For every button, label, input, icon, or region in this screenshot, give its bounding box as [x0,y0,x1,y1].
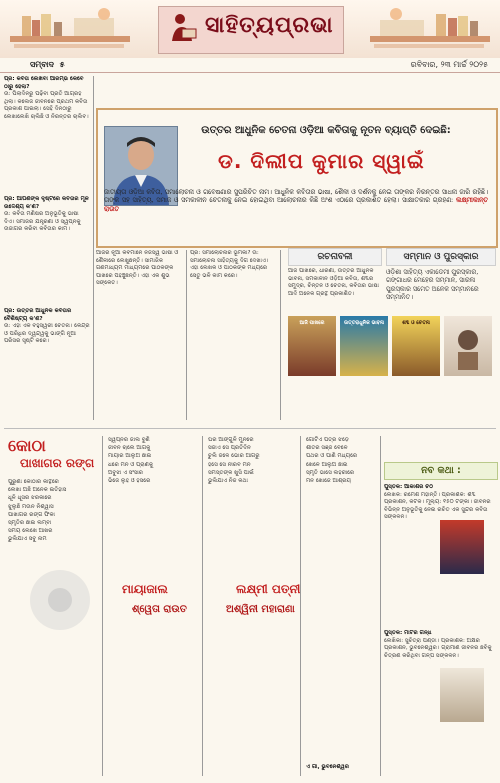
page-meta-row [0,58,500,73]
poem-line: ସ୍ମୃତି ଭାସେ ଲହରୀରେ [306,469,355,476]
poem-body [108,436,198,516]
poem-line: ମାୟାର ଆଲୁଅ ଛାଇ [108,453,152,460]
newbook-title: ପୁସ୍ତକ: ଆକାଶର ଚିଠି [384,484,434,490]
book-title: ଆଜି ପାଖରେ [299,320,325,326]
poem-line: ମନ ଖୋଜେ ଆଶ୍ରୟ [306,478,351,485]
qa-question: ପ୍ର: ଆପଣଙ୍କ ଦୃଷ୍ଟିରେ କବିତାର ମୂଳ ଉଦ୍ଦେଶ୍ୟ କ'ଣ? [4,196,89,210]
poem-title: ମାୟାଜାଲ [122,582,168,596]
book-cover [340,316,388,376]
masthead-title: ସାହିତ୍ୟପ୍ରଭା [205,13,334,38]
book-cover [288,316,336,376]
poem-title: ଲକ୍ଷ୍ମୀ ପତ୍ନୀ [236,582,301,596]
poem-subtitle: ପାଖାଗର ରଙ୍ଗ [20,456,95,470]
poem-line: ଧୂଳି ଧୂସର ଝରକାରେ [8,495,52,502]
qa-question: ପ୍ର: କବିତା ଲେଖିବା ଆରମ୍ଭ କେବେ ଠାରୁ ହେଲା? [4,76,84,90]
poem-line: ଘର ଆଙ୍ଗୁଳି ମୁନରେ [208,437,254,443]
poem-line: ଚୁଲି ଜଳେ ଭୋର ଆଗରୁ [208,453,260,460]
section-name: ସମ୍ବାଦ [30,60,54,69]
newbook-desc: ଲେଖିକା: ସୁଚିତ୍ରା ପଣ୍ଡା। ପ୍ରକାଶକ: ଅକ୍ଷର ପ୍ରକାଶନ, ଭୁବନେଶ୍ୱର। ଗ୍ରାମୀଣ ଜୀବନର ଛବିକୁ ଚିତ୍ରଣ କରିଥିବା ଗଳ୍ପ ସଙ୍କଳନ। [384,637,492,659]
works-text: ଆଜି ପାଖରେ, ଧାରଣା, ଉତ୍ତର ଆଧୁନିକ ଭାବନା, ସମକାଳୀନ ଓଡ଼ିଆ କବିତା, ଶବ୍ଦର ସମୁଦ୍ର, ଚିନ୍ତନ ଓ ଚେତନା, କବିତାର ଭାଷା ଆଦି ଅନେକ ଗ୍ରନ୍ଥ ପ୍ରକାଶିତ। [288,268,379,297]
book-cover [392,316,440,376]
book-title: ଉତ୍ତରାଧୁନିକ ଭାବନା [343,320,385,326]
awards-heading: ସମ୍ମାନ ଓ ପୁରସ୍କାର [386,248,496,266]
poem-body [8,478,98,768]
poem-line: ଲେଖା ଅଛି ଅନେକ ଇତିହାସ [8,487,67,494]
qa-answer: ଉ: କବିତା ମଣିଷର ଅନୁଭୂତିକୁ ଭାଷା ଦିଏ। ସମାଜର ଯନ୍ତ୍ରଣା ଓ ସ୍ୱପ୍ନକୁ ଉଜାଗର କରିବା କବିତାର କାମ। [4,211,81,233]
poem-line: ପଥର ଓ ପାଣି ମଧ୍ୟରେ [306,453,358,460]
qa-question: ପ୍ର: ଉତ୍ତର ଆଧୁନିକ କବିତାର ବୈଶିଷ୍ଟ୍ୟ କ'ଣ? [4,308,72,322]
poem-line: ପୁରୁଣା କୋଠାର କାନ୍ଥରେ [8,479,59,485]
poem-line: ଭୁଲିଯାଏ ସବୁ ନାମ [8,536,47,543]
masthead-banner [0,0,500,58]
poem-line: ହସେ ସେ ନୀରବ ମନ [208,461,251,468]
column-divider [280,250,281,420]
reading-person-icon [166,11,200,45]
poem-line: ସମୟ ଲେଖେ ଆଖର [8,528,53,535]
interviewer-name: ଲକ୍ଷ୍ମୀକାନ୍ତ ରାଉତ [104,196,488,213]
poem-line: ସଜାଏ ସେ ପ୍ରତିଦିନ [208,445,251,452]
poem-author: ଶ୍ୱେତା ରାଉତ [132,604,187,615]
poem-line: ସମସ୍ତଙ୍କ ଖୁସି ପାଇଁ [208,469,254,476]
newbook-desc: ଲେଖକ: ରମେଶ ମହାନ୍ତି। ପ୍ରକାଶକ: ଶବ୍ଦ ପ୍ରକାଶନ, କଟକ। ମୂଲ୍ୟ: ୧୫୦ ଟଙ୍କା। ଜୀବନର ବିଭିନ୍ନ ଅନୁଭୂତିକୁ ନେଇ ରଚିତ ଏକ ସୁନ୍ଦର କବିତା ସଙ୍କଳନ। [384,491,491,521]
issue-date: ରବିବାର, ୨୩ ମାର୍ଚ୍ଚ ୨୦୨୫ [410,60,488,69]
newbooks-heading: ନବ କଥା : [384,462,498,480]
feature-person-name: ଡ. ଦିଲୀପ କୁମାର ସ୍ୱାଇଁ [218,149,425,173]
poem-line: ସ୍ମୃତିର ଛାଇ ଲମ୍ବା [8,520,52,527]
book-cover [440,520,484,574]
poem-line: ଗୋଟିଏ ପତ୍ର ଝଡ଼େ [306,437,349,443]
book-title: ଶବ୍ଦ ଓ ଚେତନା [402,320,430,326]
poem-line: ସ୍ୱପ୍ନର ଜାଲ ବୁଣି [108,437,150,443]
books-decoration-icon [366,6,496,56]
poem-line: ପାଖାଗର ରଙ୍ଗ ଫିକା [8,511,55,518]
books-decoration-icon [4,6,134,56]
poem-line: ଭୁଲିଯାଏ ନିଜ କଥା [208,478,248,485]
newbook-title: ପୁସ୍ତକ: ମାଟିର ଗନ୍ଧ [384,630,432,636]
poem-line: ଶୀତର ସଞ୍ଜ ବେଳେ [306,445,348,452]
poem-footer: ଏ ଗାଁ, ଭୁବନେଶ୍ୱର [306,764,350,770]
poem-line: ଖେଳେ ଆଲୁଅ ଛାଇ [306,461,348,468]
column-divider [102,436,103,776]
book-cover [444,316,492,376]
poem-title: କୋଠା [8,436,46,455]
feature-intro-text: ଜାତୀୟତା ଓଡ଼ିଆ କବିତା, ସମାଲୋଚନା ଓ ଗବେଷଣାର ସୁପରିଚିତ ନାମ। ଆଧୁନିକ କବିତାର ଭାଷା, ଶୈଳୀ ଓ ଦର୍ଶନକୁ ନେଇ ତାଙ୍କର ନିରନ୍ତର ସାଧନା ଜାରି ରହିଛି। ତାଙ୍କ ସହ ସାହିତ୍ୟ, ସମାଜ ଓ ସମକାଳୀନ ଚେତନାକୁ ନେଇ ହୋଇଥିବା ଆଲୋଚନାର କିଛି ଅଂଶ ଏଠାରେ ପ୍ରକାଶିତ ହେଲା। ସାକ୍ଷାତକାର ଗ୍ରହଣ: [104,188,488,205]
poem-line: ଭିଜେ ଲୁହ ଓ ହସରେ [108,478,151,485]
poem-body [208,436,296,606]
feature-headline: ଉତ୍ତର ଆଧୁନିକ ଚେତନା ଓଡ଼ିଆ କବିତାକୁ ନୂତନ ବ୍ୟାପ୍ତି ଦେଇଛି: [201,125,451,136]
column-divider [93,76,94,420]
qa-answer: ଉ: ପିଲାଦିନରୁ ପଢ଼ିବା ପ୍ରତି ଆଗ୍ରହ ଥିଲା। କଲେଜ ଜୀବନରେ ପ୍ରଥମ କବିତା ପ୍ରକାଶ ପାଇଲା। ସେହି ଦିନଠାରୁ ଲେଖାଲେଖି ଚାଲିଛି ଓ ନିରନ୍ତର ଚାଲିବ। [4,91,89,120]
section-divider [4,428,496,429]
book-cover [440,668,484,722]
awards-text: ଓଡ଼ିଶା ସାହିତ୍ୟ ଏକାଡେମୀ ପୁରସ୍କାର, ଗଙ୍ଗାଧର ମେହେର ସମ୍ମାନ, ସାରଳା ପୁରସ୍କାର ସମେତ ଅନେକ ସମ୍ମାନରେ ସମ୍ମାନିତ। [386,268,479,302]
poem-body [306,436,378,756]
column-divider [300,436,301,776]
column-divider [380,436,381,776]
middle-column: ଆଜିର ନୂଆ କବିମାନେ ନିଜସ୍ୱ ଭାଷା ଓ ଶୈଳୀରେ ଲେଖୁଛନ୍ତି। ସାମାଜିକ ଗଣମାଧ୍ୟମ ମାଧ୍ୟମରେ ପାଠକଙ୍କ ପାଖରେ ପହଞ୍ଚୁଛନ୍ତି। ଏହା ଏକ ଶୁଭ ସଙ୍କେତ। [96,250,179,287]
qa-answer: ଉ: ଏହା ଏକ ବହୁସ୍ୱରୀ ଚେତନା। କେନ୍ଦ୍ର ଓ ପରିଧିର ଦ୍ୱନ୍ଦ୍ୱକୁ ଭାଙ୍ଗି ନୂଆ ପରିସର ସୃଷ୍ଟି କରେ। [4,323,90,345]
poem-line: ଅବୁଝା ଏ ସଂସାର [108,469,144,476]
feature-intro [104,188,488,213]
left-qa-column [4,76,90,420]
poem-author: ଅଶ୍ୱିନୀ ମହାରାଣା [226,604,295,615]
poem-line: ଧରେ ମନ ଓ ପ୍ରାଣକୁ [108,461,154,468]
poem-line: ଜୀବନ ଚାଲେ ଆଗକୁ [108,445,151,452]
works-heading: ରଚନାବଳୀ [288,248,382,266]
column-divider [202,436,203,776]
page-number: ୫ [59,60,65,69]
book-illustration-icon [444,316,492,376]
column-divider [186,250,187,420]
middle-column: ପ୍ର: ସମାଲୋଚନାର ଭୂମିକା? ଉ: ସମାଲୋଚନା ସାହିତ୍ୟକୁ ଦିଗ ଦେଖାଏ। ଏହା ଲେଖକ ଓ ପାଠକଙ୍କ ମଧ୍ୟରେ ସେତୁ ଭଳି କାମ କରେ। [190,250,269,279]
poem-line: ଝୁଲୁଛି ମଉନ ନିଶ୍ୱାସ [8,503,54,510]
